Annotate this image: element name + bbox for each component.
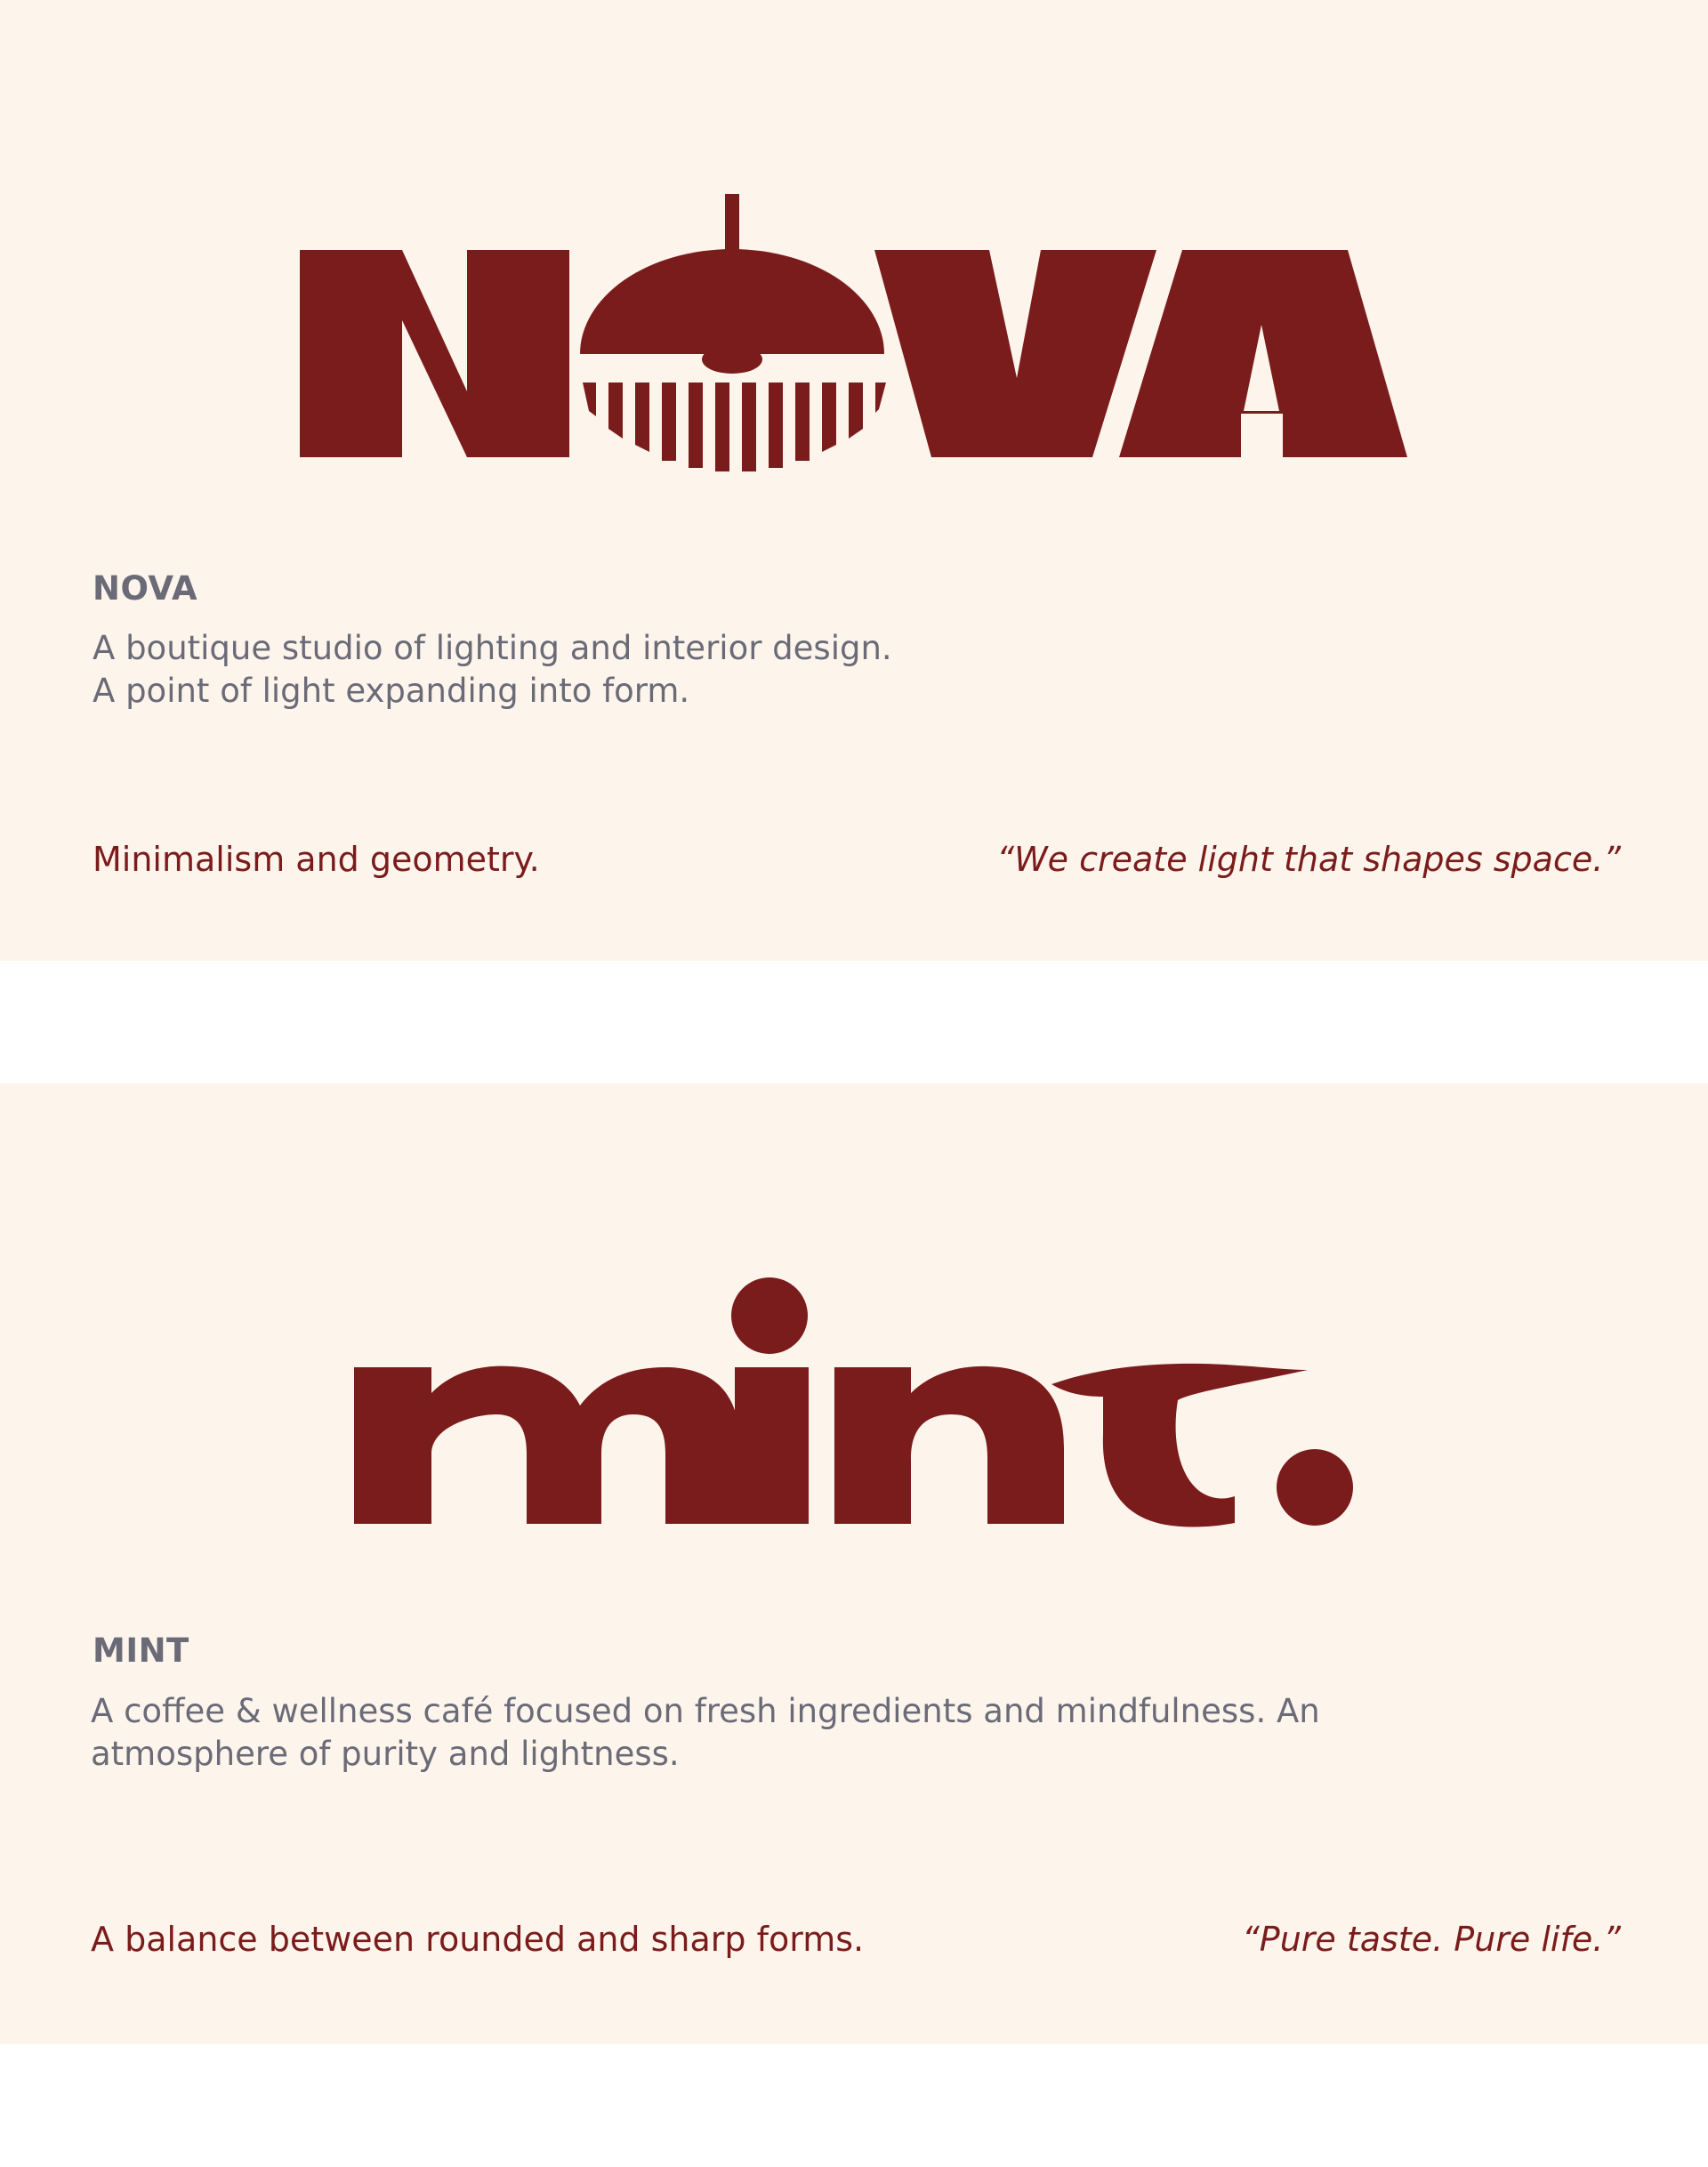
- nova-logo-lamp-bulb: [702, 345, 762, 374]
- nova-logo-light-rays: [583, 383, 886, 471]
- nova-logo-lamp-shade: [580, 249, 884, 354]
- mint-logo-letter-m: [354, 1366, 740, 1524]
- nova-logo-lamp-stem: [725, 194, 739, 254]
- nova-tagline: Minimalism and geometry.: [93, 840, 540, 879]
- nova-logo-letter-v: [874, 250, 1156, 457]
- mint-brand-description: A coffee & wellness café focused on fresh ingredients and mindfulness. An atmosphere of purity and lightness.: [91, 1692, 1320, 1773]
- mint-logo-letter-i: [735, 1367, 809, 1524]
- mint-brand-name: MINT: [93, 1631, 189, 1670]
- mint-logo-letter-n: [834, 1366, 1064, 1524]
- mint-logo-letter-t: [1051, 1364, 1308, 1527]
- nova-brand-name: NOVA: [93, 569, 198, 608]
- mint-brand-card: [0, 1084, 1708, 2044]
- nova-logo-letter-n: [300, 250, 569, 457]
- nova-logo-letter-a: [1119, 250, 1407, 457]
- mint-logo: [0, 1084, 1708, 1546]
- mint-tagline: A balance between rounded and sharp forms.: [91, 1920, 865, 1959]
- nova-brand-description: A boutique studio of lighting and interior design. A point of light expanding into form.: [93, 629, 892, 710]
- mint-quote: “Pure taste. Pure life.”: [1242, 1920, 1621, 1959]
- mint-logo-i-dot: [731, 1277, 808, 1354]
- nova-logo: [0, 0, 1708, 498]
- mint-logo-period: [1277, 1449, 1353, 1526]
- nova-quote: “We create light that shapes space.”: [996, 840, 1621, 879]
- nova-brand-card: [0, 0, 1708, 961]
